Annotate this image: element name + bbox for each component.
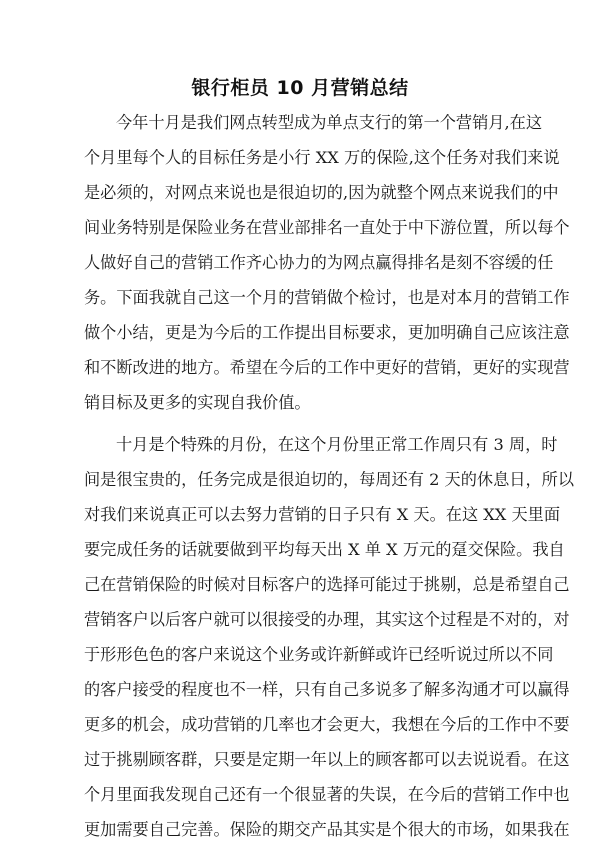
- page-title: 银行柜员 10 月营销总结: [191, 77, 409, 99]
- paragraph-2-line-9: 更多的机会，成功营销的几率也才会更大，我想在今后的工作中不要: [84, 715, 570, 734]
- paragraph-2-line-6: 营销客户以后客户就可以很接受的办理，其实这个过程是不对的，对: [84, 610, 570, 629]
- paragraph-2-line-5: 己在营销保险的时候对目标客户的选择可能过于挑剔，总是希望自己: [84, 575, 570, 594]
- paragraph-1-line-5: 人做好自己的营销工作齐心协力的为网点赢得排名是刻不容缓的任: [84, 253, 554, 272]
- paragraph-1-line-6: 务。下面我就自己这一个月的营销做个检讨，也是对本月的营销工作: [84, 288, 570, 307]
- paragraph-1-line-9: 销目标及更多的实现自我价值。: [84, 393, 311, 412]
- paragraph-2-line-12: 更加需要自己完善。保险的期交产品其实是个很大的市场，如果我在: [84, 820, 570, 839]
- paragraph-2-line-7: 于形形色色的客户来说这个业务或许新鲜或许已经听说过所以不同: [84, 645, 554, 664]
- paragraph-2-line-4: 要完成任务的话就要做到平均每天出 X 单 X 万元的趸交保险。我自: [84, 540, 565, 559]
- paragraph-1-line-7: 做个小结，更是为今后的工作提出目标要求，更加明确自己应该注意: [84, 323, 570, 342]
- paragraph-1-line-4: 间业务特别是保险业务在营业部排名一直处于中下游位置，所以每个: [84, 218, 570, 237]
- paragraph-1-line-2: 个月里每个人的目标任务是小行 XX 万的保险,这个任务对我们来说: [84, 148, 560, 167]
- paragraph-1-line-1: 今年十月是我们网点转型成为单点支行的第一个营销月,在这: [116, 113, 543, 132]
- paragraph-2-line-11: 个月里面我发现自己还有一个很显著的失误，在今后的营销工作中也: [84, 785, 570, 804]
- paragraph-1-line-3: 是必须的，对网点来说也是很迫切的,因为就整个网点来说我们的中: [84, 183, 559, 202]
- paragraph-2-line-1: 十月是个特殊的月份，在这个月份里正常工作周只有 3 周，时: [116, 435, 558, 454]
- paragraph-2-line-3: 对我们来说真正可以去努力营销的日子只有 X 天。在这 XX 天里面: [84, 505, 561, 524]
- paragraph-2-line-8: 的客户接受的程度也不一样，只有自己多说多了解多沟通才可以赢得: [84, 680, 570, 699]
- paragraph-1-line-8: 和不断改进的地方。希望在今后的工作中更好的营销，更好的实现营: [84, 358, 570, 377]
- paragraph-2-line-10: 过于挑剔顾客群，只要是定期一年以上的顾客都可以去说说看。在这: [84, 750, 570, 769]
- paragraph-2-line-2: 间是很宝贵的，任务完成是很迫切的，每周还有 2 天的休息日，所以: [84, 470, 575, 489]
